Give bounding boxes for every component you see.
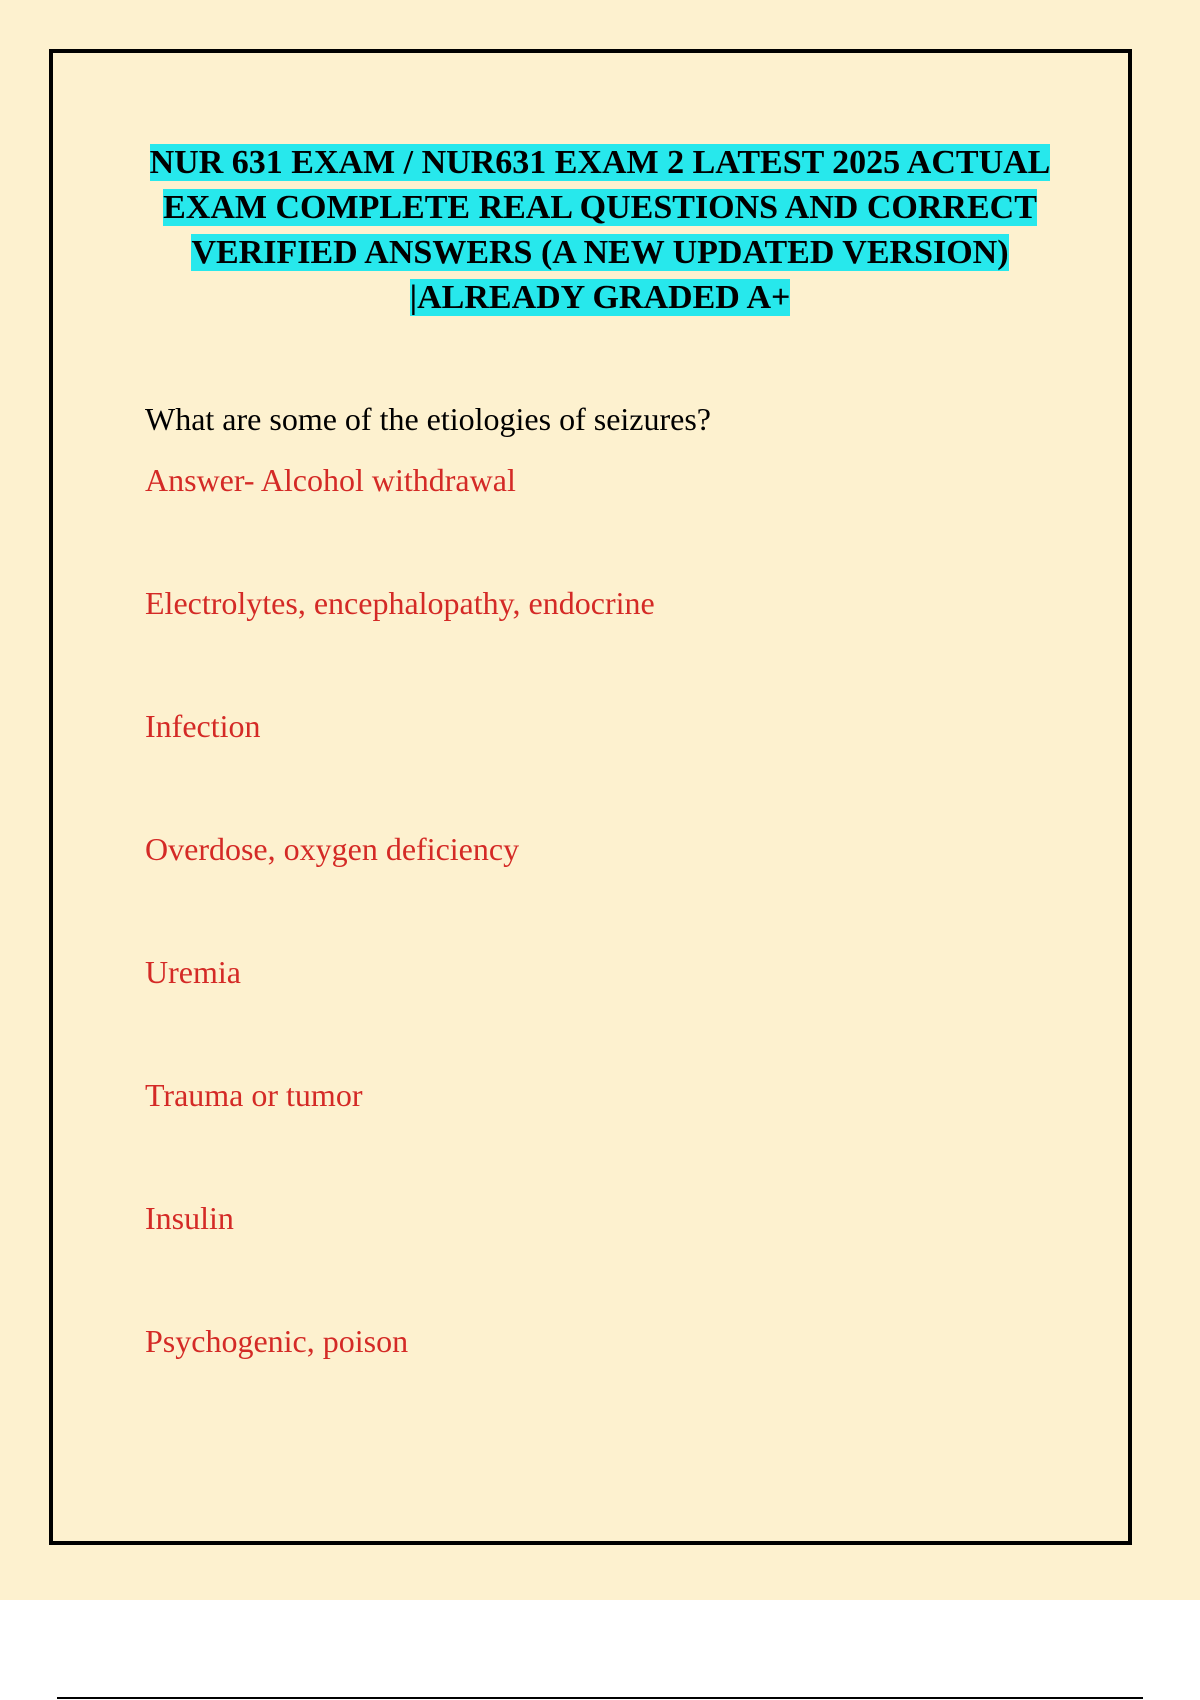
- answer-item: Psychogenic, poison: [145, 1323, 409, 1359]
- answer-item: Overdose, oxygen deficiency: [145, 831, 520, 867]
- answer-item: Answer- Alcohol withdrawal: [145, 462, 516, 498]
- answer-item: Uremia: [145, 954, 241, 990]
- document-title: [120, 140, 1080, 320]
- answer-item: Trauma or tumor: [145, 1077, 363, 1113]
- answer-item: Infection: [145, 708, 261, 744]
- title-highlight: NUR 631 EXAM / NUR631 EXAM 2 LATEST 2025 ACTUAL EXAM COMPLETE REAL QUESTIONS AND CORRECT VERIFIED ANSWERS (A NEW UPDATED VERSION) |ALREADY GRADED A+: [149, 144, 1051, 316]
- answer-item: Electrolytes, encephalopathy, endocrine: [145, 585, 655, 621]
- footer-divider: [57, 1697, 1143, 1699]
- question-text: What are some of the etiologies of seizures?: [145, 401, 711, 437]
- answer-list: [145, 460, 655, 1444]
- answer-item: Insulin: [145, 1200, 234, 1236]
